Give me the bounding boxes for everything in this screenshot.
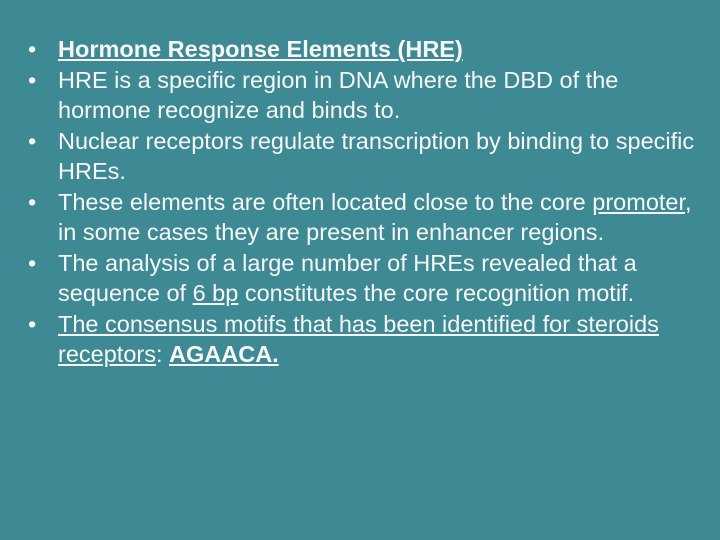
bullet-item [28, 65, 698, 126]
consensus-motif: AGAACA. [169, 341, 279, 367]
promoter-link[interactable]: promoter [592, 188, 686, 215]
bullet-text-post: , in some cases they are present in enhancer regions. [58, 188, 692, 245]
bullet-list [28, 34, 698, 370]
bullet-text: HRE is a specific region in DNA where the DBD of the hormone recognize and binds to. [58, 66, 619, 123]
bullet-text-underlined: The consensus motifs that has been identified for steroids receptors [58, 310, 659, 367]
bullet-item [28, 34, 698, 65]
bullet-item [28, 309, 698, 370]
bullet-item [28, 187, 698, 248]
bullet-text-post: constitutes the core recognition motif. [238, 280, 635, 306]
bullet-item [28, 248, 698, 309]
bullet-item [28, 126, 698, 187]
bullet-separator: : [155, 341, 170, 367]
six-bp-link[interactable]: 6 bp [192, 280, 239, 306]
bullet-heading: Hormone Response Elements (HRE) [58, 36, 463, 62]
bullet-text-pre: These elements are often located close to the core [58, 188, 593, 215]
bullet-text-pre: The analysis of a large number of HREs revealed that a sequence of [58, 249, 637, 306]
bullet-text: Nuclear receptors regulate transcription by binding to specific HREs. [58, 127, 695, 184]
